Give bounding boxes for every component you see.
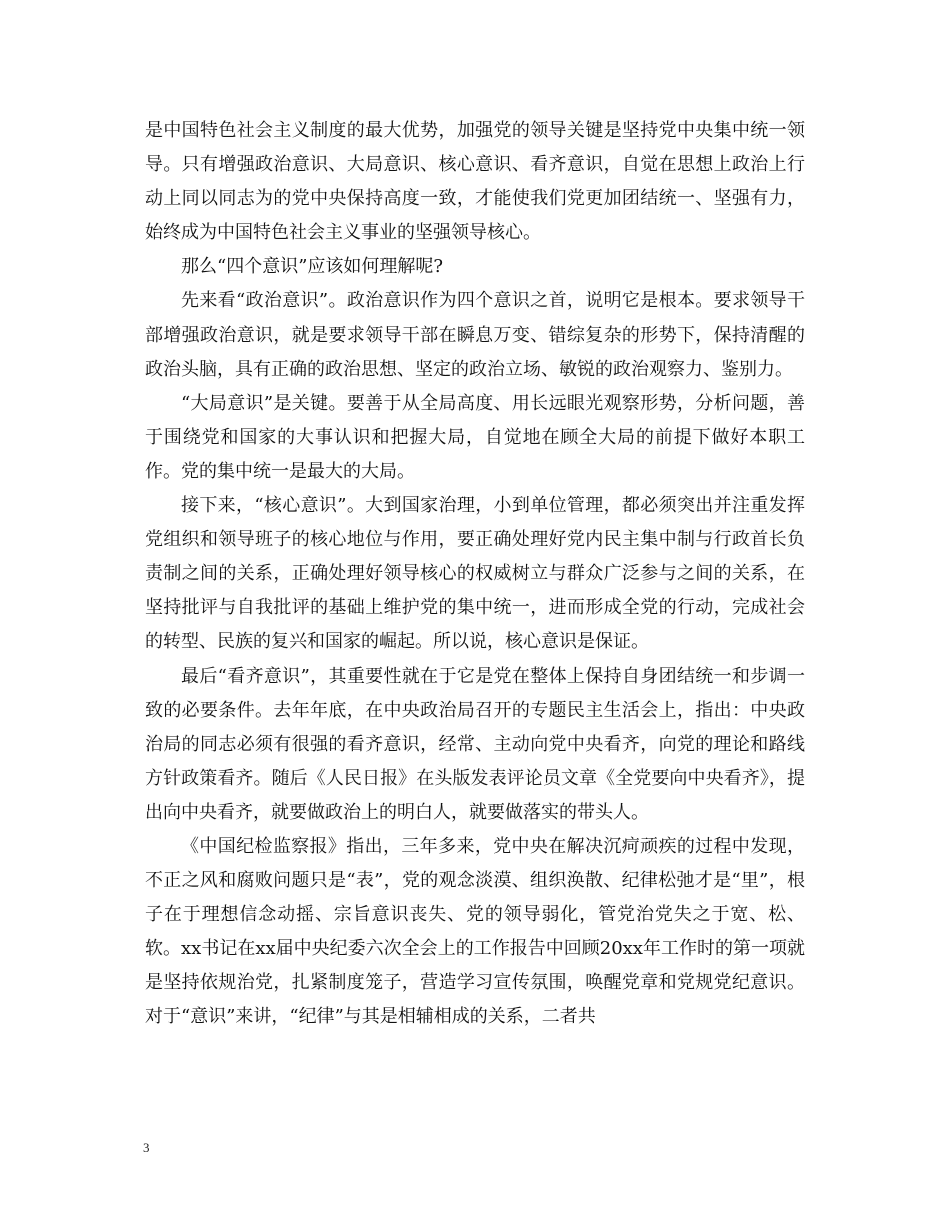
body-text — [145, 114, 805, 1035]
paragraph-6: 最后“看齐意识”，其重要性就在于它是党在整体上保持自身团结统一和步调一致的必要条件。去年年底，在中央政治局召开的专题民主生活会上，指出：中央政治局的同志必须有很强的看齐意识，经常、主动向党中央看齐，向党的理论和路线方针政策看齐。随后《人民日报》在头版发表评论员文章《全党要向中央看齐》，提出向中央看齐，就要做政治上的明白人，就要做落实的带头人。 — [145, 665, 805, 823]
paragraph-3: 先来看“政治意识”。政治意识作为四个意识之首，说明它是根本。要求领导干部增强政治意识，就是要求领导干部在瞬息万变、错综复杂的形势下，保持清醒的政治头脑，具有正确的政治思想、坚定的政治立场、敏锐的政治观察力、鉴别力。 — [145, 290, 805, 380]
paragraph-2: 那么“四个意识”应该如何理解呢? — [181, 256, 444, 278]
paragraph-4: “大局意识”是关键。要善于从全局高度、用长远眼光观察形势，分析问题，善于围绕党和国家的大事认识和把握大局，自觉地在顾全大局的前提下做好本职工作。党的集中统一是最大的大局。 — [145, 392, 805, 482]
paragraph-1: 是中国特色社会主义制度的最大优势，加强党的领导关键是坚持党中央集中统一领导。只有增强政治意识、大局意识、核心意识、看齐意识，自觉在思想上政治上行动上同以同志为的党中央保持高度一致，才能使我们党更加团结统一、坚强有力，始终成为中国特色社会主义事业的坚强领导核心。 — [145, 120, 805, 244]
paragraph-7: 《中国纪检监察报》指出，三年多来，党中央在解决沉疴顽疾的过程中发现，不正之风和腐败问题只是“表”，党的观念淡漠、组织涣散、纪律松弛才是“里”，根子在于理想信念动摇、宗旨意识丧失、党的领导弱化，管党治党失之于宽、松、软。xx书记在xx届中央纪委六次全会上的工作报告中回顾20xx年工作时的第一项就是坚持依规治党，扎紧制度笼子，营造学习宣传氛围，唤醒党章和党规党纪意识。对于“意识”来讲，“纪律”与其是相辅相成的关系，二者共 — [145, 835, 805, 1028]
paragraph-5: 接下来，“核心意识”。大到国家治理，小到单位管理，都必须突出并注重发挥党组织和领导班子的核心地位与作用，要正确处理好党内民主集中制与行政首长负责制之间的关系，正确处理好领导核心的权威树立与群众广泛参与之间的关系，在坚持批评与自我批评的基础上维护党的集中统一，进而形成全党的行动，完成社会的转型、民族的复兴和国家的崛起。所以说，核心意识是保证。 — [145, 495, 805, 653]
page-number: 3 — [143, 1140, 150, 1155]
